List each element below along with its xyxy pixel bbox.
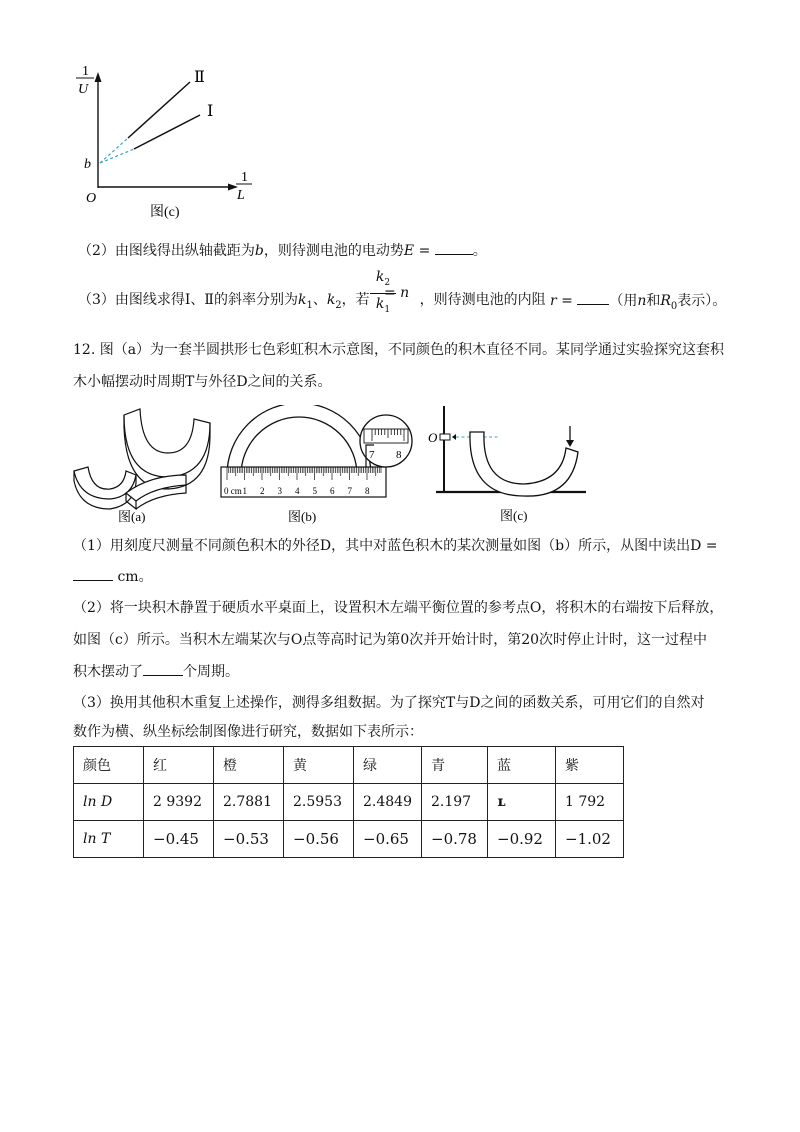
zoom-label-7: 7 [369,449,375,461]
magnifier-ruler [364,429,408,443]
line1 [134,115,200,149]
table-cell: ʟ [488,784,556,821]
eq-n: = n [384,285,410,301]
ruler-label: 4 [295,486,300,496]
var-E: E [403,243,415,259]
table-header-cell: 紫 [556,747,624,784]
data-table [73,746,624,858]
table-row-label: ln D [74,784,144,821]
line1-label: Ⅰ [207,103,214,120]
eq-sign: = [414,243,435,259]
answer-blank-r[interactable] [577,290,609,305]
table-cell: −0.53 [214,821,284,858]
line2-dashed [100,138,128,163]
ruo: ，若 [341,292,370,308]
table-cell: −0.56 [284,821,354,858]
table-row-colors [74,747,624,784]
ruler-label: 7 [347,486,352,496]
answer-blank-E[interactable] [435,240,473,255]
tail1: （用 [609,293,638,309]
ruler-label: 1 [242,486,247,496]
p1-line2 [73,566,153,587]
k1-sub: 1 [306,299,313,311]
origin-label: O [86,191,97,206]
frac-den: $k_1$ [375,295,391,315]
fig-a-caption: 图(a) [118,509,146,524]
var-k2: k [326,292,336,308]
ruler-label: 3 [277,486,282,496]
x-label-den: L [237,188,245,203]
line2-label: Ⅱ [194,69,205,86]
ruler-label: 2 [260,486,265,496]
figure-b [218,405,418,527]
p3-line1: （3）换用其他积木重复上述操作，测得多组数据。为了探究T与D之间的函数关系，可用它们的自然对 [73,695,705,711]
line2 [128,82,190,138]
graph-c-figure [70,60,270,225]
figure-c [420,400,600,528]
zoom-label-8: 8 [396,449,402,461]
answer-blank-D[interactable] [73,566,113,581]
press-arrow-head [566,440,574,447]
table-header-cell: 蓝 [488,747,556,784]
y-axis-arrow [95,72,102,82]
table-cell: 2.197 [422,784,488,821]
arch-inner [241,417,357,475]
point-O-label: O [428,430,438,445]
table-cell: −0.78 [422,821,488,858]
R-sub: 0 [670,300,678,312]
q2-part2-line [78,240,487,261]
q2-part3-tail [550,290,726,317]
arch-outer [227,405,371,475]
p1-end: 。 [138,569,153,585]
table-cell: 1 792 [556,784,624,821]
arch-block-1 [124,409,210,477]
q2-part3-prefix: （3）由图线求得Ⅰ、Ⅱ的斜率分别为 [78,292,298,308]
p2-line2: 如图（c）所示。当积木左端某次与O点等高时记为第0次并开始计时，第20次时停止计时，这一过程中 [73,632,708,648]
q2-part2-end: 。 [472,243,487,259]
p3-line2: 数作为横、纵坐标绘制图像进行研究，数据如下表所示： [73,724,423,740]
clamp [440,434,450,440]
table-header-cell: 红 [144,747,214,784]
eq-sign-r: = [556,293,578,309]
q2-part3-middle: ，则待测电池的内阻 [419,292,546,308]
table-header-cell: 青 [422,747,488,784]
q2-part3-line [78,290,546,316]
p2-line3-b: 个周期。 [183,664,239,680]
q12-line2: 木小幅摆动时周期T与外径D之间的关系。 [73,374,332,390]
table-cell: 2.5953 [284,784,354,821]
p2-line1: （2）将一块积木静置于硬质水平桌面上，设置积木左端平衡位置的参考点O，将积木的右端按下后释放， [73,600,724,616]
table-header-cell: 绿 [354,747,422,784]
table-cell: −1.02 [556,821,624,858]
frac-num: $k_2$ [375,269,391,288]
table-header-cell: 橙 [214,747,284,784]
figure-a [70,405,220,525]
pointer [452,434,456,440]
table-cell: 2.7881 [214,784,284,821]
table-header-cell: 颜色 [74,747,144,784]
q2-part2-middle: ，则待测电池的电动势 [263,243,404,259]
var-k1: k [297,292,307,308]
p1-line1: （1）用刻度尺测量不同颜色积木的外径D，其中对蓝色积木的某次测量如图（b）所示，从图中读出D = [73,538,718,554]
y-label-den: U [78,82,89,97]
ruler-labels [224,486,370,496]
fig-c-caption: 图(c) [500,508,528,523]
sep: 、 [312,292,327,308]
var-R: R [660,293,671,309]
var-r: r [550,293,557,309]
p2-line3-a: 积木摆动了 [73,664,143,680]
graph-c-caption: 图(c) [150,205,180,220]
table-cell: 2.4849 [354,784,422,821]
fig-b-caption: 图(b) [288,509,317,524]
and: 和 [646,293,661,309]
var-n: n [637,293,647,309]
ruler-label: 8 [365,486,370,496]
q12-line1: 12. 图（a）为一套半圆拱形七色彩虹积木示意图，不同颜色的积木直径不同。某同学通过实验探究这套积 [73,342,725,358]
table-header-cell: 黄 [284,747,354,784]
table-row-lnD [74,784,624,821]
intercept-label: b [84,157,91,172]
table-cell: −0.45 [144,821,214,858]
table-row-lnT [74,821,624,858]
table-cell: −0.65 [354,821,422,858]
ruler-label: 0 cm [224,486,242,496]
p1-unit: cm [117,569,139,585]
x-label-num: 1 [241,170,248,185]
line1-dashed [100,149,134,163]
ruler-label: 5 [312,486,317,496]
ruler-label: 6 [330,486,335,496]
k2-sub: 2 [335,299,342,311]
tilted-arch [470,432,578,496]
y-label-num: 1 [82,64,89,79]
var-b: b [254,243,264,259]
q2-part2-prefix: （2）由图线得出纵轴截距为 [78,243,255,259]
table-row-label: ln T [74,821,144,858]
table-cell: −0.92 [488,821,556,858]
table-cell: 2 9392 [144,784,214,821]
p2-line3 [73,661,239,682]
answer-blank-periods[interactable] [143,661,183,676]
tail2: 表示）。 [677,293,727,309]
